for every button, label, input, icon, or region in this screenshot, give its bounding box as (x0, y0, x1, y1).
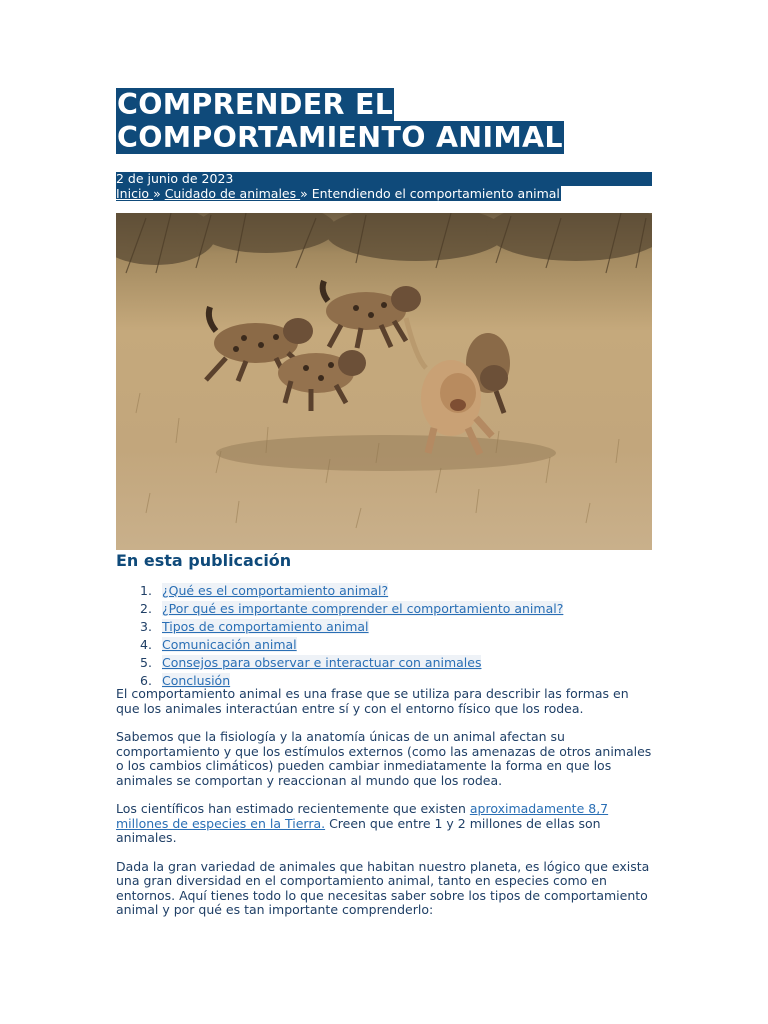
paragraph-species-text-end: Creen que entre 1 y 2 millones de ellas son animales. (116, 815, 601, 845)
breadcrumb-bar (116, 186, 561, 201)
toc-link-por-que-importante[interactable]: ¿Por qué es importante comprender el comportamiento animal? (162, 601, 564, 616)
breadcrumb-home-link[interactable]: Inicio (116, 186, 154, 201)
toc-item-number: 1. (140, 583, 152, 598)
article-body (116, 687, 656, 932)
hero-image-hyenas-chasing-lioness (116, 213, 652, 550)
toc-item-number: 3. (140, 619, 152, 634)
toc-link-comunicacion[interactable]: Comunicación animal (162, 637, 297, 652)
title-line-1: COMPRENDER EL (117, 88, 394, 121)
toc-item (116, 582, 563, 600)
toc-item-number: 4. (140, 637, 152, 652)
breadcrumb (116, 186, 652, 201)
breadcrumb-current: Entendiendo el comportamiento animal (311, 186, 560, 201)
paragraph-species-text: Los científicos han estimado recientemente que existen (116, 801, 470, 816)
paragraph-intro: El comportamiento animal es una frase que se utiliza para describir las formas en que los animales interactúan entre sí y con el entorno físico que los rodea. (116, 686, 629, 716)
toc-item (116, 636, 563, 654)
toc-heading: En esta publicación (116, 551, 292, 570)
table-of-contents (116, 582, 563, 690)
hero-photo-illustration (116, 213, 652, 550)
paragraph-diversity: Dada la gran variedad de animales que habitan nuestro planeta, es lógico que exista una gran diversidad en el comportamiento animal, tanto en especies como en entornos. Aquí tienes todo lo que necesitas saber sobre los tipos de comportamiento animal y por qué es tan importante comprenderlo: (116, 858, 650, 917)
toc-link-conclusion[interactable]: Conclusión (162, 673, 231, 688)
species-estimate-link[interactable]: aproximadamente 8,7 millones de especies en la Tierra. (116, 801, 609, 831)
toc-item (116, 600, 563, 618)
toc-item (116, 618, 563, 636)
toc-item-number: 2. (140, 601, 152, 616)
breadcrumb-category-link[interactable]: Cuidado de animales (164, 186, 301, 201)
breadcrumb-separator: » (300, 186, 312, 201)
paragraph-species (116, 802, 656, 846)
toc-link-consejos[interactable]: Consejos para observar e interactuar con animales (162, 655, 482, 670)
article (116, 88, 652, 917)
toc-item (116, 654, 563, 672)
toc-link-tipos[interactable]: Tipos de comportamiento animal (162, 619, 369, 634)
title-line-2: COMPORTAMIENTO ANIMAL (117, 121, 563, 154)
article-meta (116, 172, 652, 201)
publish-date: 2 de junio de 2023 (116, 172, 652, 186)
breadcrumb-separator: » (153, 186, 165, 201)
paragraph-physiology: Sabemos que la fisiología y la anatomía únicas de un animal afectan su comportamiento y que los estímulos externos (como las amenazas de otros animales o los cambios climáticos) pueden cambiar inmediatamente la forma en que los animales se comportan y reaccionan al mundo que los rodea. (116, 729, 652, 788)
toc-link-que-es[interactable]: ¿Qué es el comportamiento animal? (162, 583, 389, 598)
page-title (116, 88, 652, 154)
toc-item-number: 5. (140, 655, 152, 670)
toc-item-number: 6. (140, 673, 152, 688)
